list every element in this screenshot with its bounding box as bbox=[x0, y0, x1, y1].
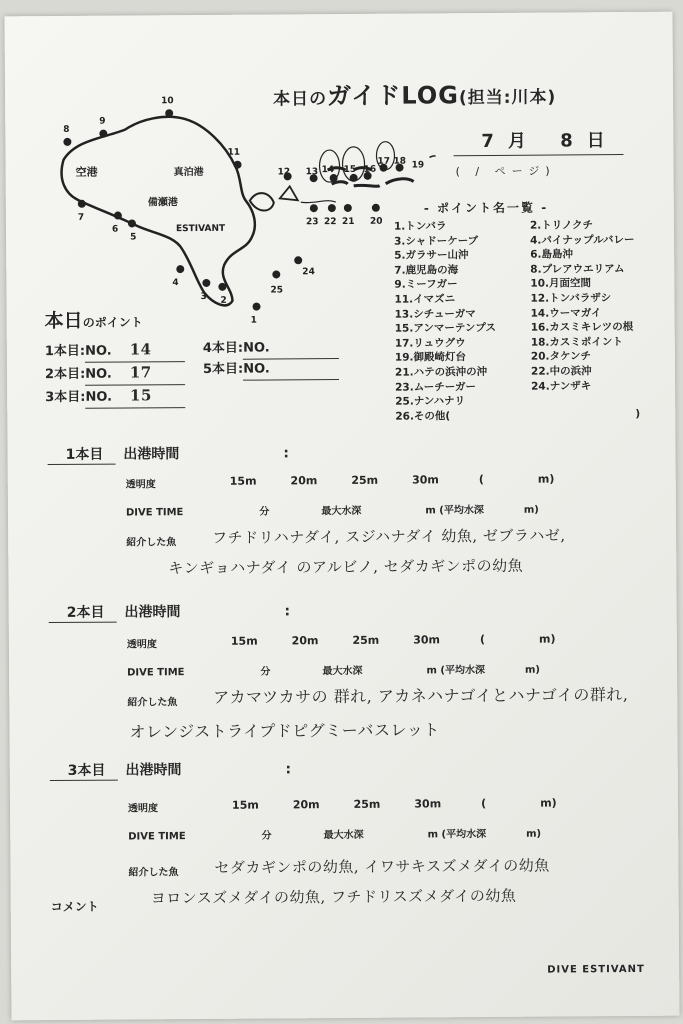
point-3: 3 bbox=[200, 291, 207, 302]
island-map bbox=[35, 87, 437, 333]
point-2: 2 bbox=[220, 295, 227, 306]
point-item: 14.ウーマガイ bbox=[530, 306, 602, 320]
reef-line-1 bbox=[301, 201, 336, 203]
main-island-outline bbox=[61, 116, 255, 306]
point-4: 4 bbox=[172, 278, 179, 289]
point-5: 5 bbox=[130, 232, 137, 243]
depart-colon: : bbox=[283, 445, 289, 462]
dive-section-2 bbox=[49, 598, 669, 742]
dive-title: 1本目 bbox=[47, 444, 115, 465]
fish-label: 紹介した魚 bbox=[127, 697, 178, 709]
point-8: 8 bbox=[63, 124, 70, 135]
east-islet-outline bbox=[250, 193, 274, 211]
dive-point-row: 2本目:NO. 17 bbox=[45, 362, 185, 386]
point-list-heading: - ポイント名一覧 - bbox=[423, 200, 549, 216]
fish-label: 紹介した魚 bbox=[126, 537, 177, 549]
point-list-right bbox=[530, 218, 671, 423]
point-25: 25 bbox=[270, 285, 283, 296]
label-port-1: 真泊港 bbox=[173, 166, 204, 179]
reef-line-6 bbox=[386, 179, 414, 184]
point-item: 15.アンマーテンプス bbox=[394, 322, 496, 335]
map-points bbox=[63, 94, 425, 330]
point-1: 1 bbox=[250, 315, 257, 326]
title-suffix: (担当:川本) bbox=[458, 87, 557, 109]
point-item: 11.イマズニ bbox=[394, 293, 456, 306]
today-heading-small: のポイント bbox=[82, 315, 143, 330]
dive-section-1 bbox=[47, 440, 667, 578]
point-item: 24.ナンザキ bbox=[531, 379, 592, 393]
today-points-right bbox=[203, 338, 340, 381]
guide-log-sheet bbox=[5, 12, 680, 1021]
point-19: 19 bbox=[411, 160, 425, 171]
point-item: 6.島島沖 bbox=[530, 248, 574, 261]
point-item: 3.シャドーケーブ bbox=[394, 234, 479, 248]
page-number: ( / ページ) bbox=[455, 164, 556, 179]
depart-label: 出港時間 bbox=[124, 604, 181, 621]
fish-line: セダカギンポの幼魚, イワサキスズメダイの幼魚 bbox=[214, 856, 550, 877]
point-item: 21.ハテの浜沖の沖 bbox=[394, 365, 488, 379]
point-22: 22 bbox=[323, 217, 337, 228]
point-11: 11 bbox=[227, 147, 241, 158]
label-airport: 空港 bbox=[75, 165, 98, 179]
point-24: 24 bbox=[302, 267, 315, 278]
visibility-options: 15m 20m 25m 30m ( m) bbox=[229, 472, 555, 488]
point-10: 10 bbox=[161, 96, 174, 107]
point-item: 23.ムーチーガー bbox=[395, 380, 477, 394]
point-item: 18.カスミポイント bbox=[530, 335, 623, 349]
dive-section-3 bbox=[50, 756, 670, 879]
dive-point-row: 5本目:NO. bbox=[203, 359, 339, 381]
point-item: 5.ガラサー山沖 bbox=[394, 249, 469, 262]
point-item: 8.プレアウエリアム bbox=[530, 262, 625, 276]
dive-time-row: DIVE TIME 分 最大水深 m (平均水深 m) bbox=[128, 828, 542, 843]
point-15: 15 bbox=[343, 164, 357, 175]
fish-line: フチドリハナダイ, スジハナダイ 幼魚, ゼブラハゼ, bbox=[212, 526, 566, 547]
footer-brand: DIVE ESTIVANT bbox=[547, 963, 645, 976]
visibility-options: 15m 20m 25m 30m ( m) bbox=[231, 796, 557, 812]
today-points-left bbox=[45, 339, 186, 409]
comment-label: コメント bbox=[50, 899, 99, 915]
dive-time-row: DIVE TIME 分 最大水深 m (平均水深 m) bbox=[127, 664, 541, 679]
today-heading bbox=[45, 305, 143, 333]
visibility-options: 15m 20m 25m 30m ( m) bbox=[230, 632, 556, 648]
point-item: 22.中の浜沖 bbox=[530, 365, 592, 378]
label-estivant: ESTIVANT bbox=[175, 223, 226, 235]
point-item: 17.リュウグウ bbox=[394, 336, 466, 350]
title-main: ガイドLOG bbox=[326, 81, 459, 111]
point-item: 20.タケンチ bbox=[530, 350, 592, 364]
depart-label: 出港時間 bbox=[123, 446, 180, 463]
sandbar-outline bbox=[280, 186, 298, 200]
point-item: 4.パイナップルバレー bbox=[530, 233, 635, 247]
fish-line: アカマツカサの 群れ, アカネハナゴイとハナゴイの群れ, bbox=[213, 685, 629, 707]
point-20: 20 bbox=[369, 216, 383, 227]
point-7: 7 bbox=[77, 212, 85, 223]
dive-title: 3本目 bbox=[50, 760, 118, 781]
comment-text: ヨロンスズメダイの幼魚, フチドリスズメダイの幼魚 bbox=[150, 886, 517, 908]
point-item: 9.ミーフガー bbox=[394, 278, 458, 292]
point-18: 18 bbox=[393, 156, 407, 167]
reef-line-7 bbox=[429, 156, 436, 158]
depart-colon: : bbox=[285, 761, 292, 778]
point-item: 16.カスミキレツの根 bbox=[530, 321, 634, 334]
visibility-label: 透明度 bbox=[128, 803, 159, 815]
point-list-left bbox=[394, 219, 523, 424]
point-21: 21 bbox=[341, 216, 355, 227]
dive-title: 2本目 bbox=[49, 602, 117, 623]
visibility-label: 透明度 bbox=[125, 479, 156, 491]
point-14: 14 bbox=[321, 165, 335, 176]
visibility-label: 透明度 bbox=[126, 639, 157, 651]
point-item: 25.ナンハナリ bbox=[395, 395, 466, 408]
point-item: 1.トンバラ bbox=[393, 220, 447, 233]
point-17: 17 bbox=[377, 156, 391, 167]
point-item: 10.月面空間 bbox=[530, 277, 592, 291]
label-port-2: 備瀬港 bbox=[147, 197, 178, 209]
point-13: 13 bbox=[305, 167, 319, 178]
island-labels bbox=[76, 164, 226, 235]
depart-label: 出港時間 bbox=[125, 762, 182, 779]
point-item: 26.その他( bbox=[395, 409, 451, 423]
today-heading-big: 本日 bbox=[44, 309, 83, 333]
point-23: 23 bbox=[305, 217, 319, 228]
point-item: 13.シチューガマ bbox=[394, 307, 476, 321]
point-12: 12 bbox=[277, 167, 291, 178]
title-prefix: 本日の bbox=[273, 89, 328, 110]
point-16: 16 bbox=[363, 164, 377, 175]
point-item: 19.御殿崎灯台 bbox=[394, 351, 467, 364]
fish-label: 紹介した魚 bbox=[128, 867, 179, 879]
point-item: 2.トリノクチ bbox=[529, 219, 594, 232]
dive-time-row: DIVE TIME 分 最大水深 m (平均水深 m) bbox=[125, 504, 539, 519]
fish-line: キンギョハナダイ のアルビノ, セダカギンポの幼魚 bbox=[168, 556, 524, 578]
dive-point-row: 4本目:NO. bbox=[203, 338, 339, 360]
point-item: 12.トンバラザシ bbox=[530, 292, 612, 305]
dive-point-row: 1本目:NO. 14 bbox=[45, 339, 185, 363]
depart-colon: : bbox=[284, 603, 291, 620]
date-field bbox=[453, 124, 623, 156]
point-9: 9 bbox=[99, 116, 106, 127]
point-item: 7.鹿児島の海 bbox=[394, 263, 459, 277]
date-value: 7月 8日 bbox=[481, 130, 619, 153]
dive-point-row: 3本目:NO. 15 bbox=[45, 385, 185, 409]
point-item: ) bbox=[635, 408, 641, 421]
fish-line: オレンジストライプドピグミーバスレット bbox=[129, 720, 440, 742]
reef-line-5 bbox=[354, 185, 380, 186]
point-6: 6 bbox=[111, 224, 119, 235]
